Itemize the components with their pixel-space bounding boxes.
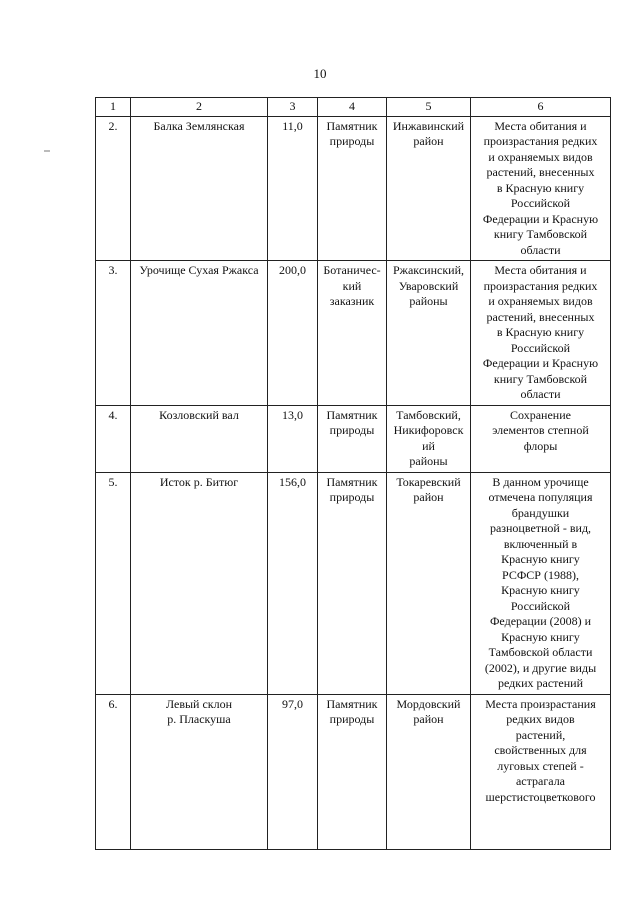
- column-header: 3: [268, 98, 318, 117]
- column-header: 5: [387, 98, 471, 117]
- column-header: 6: [471, 98, 611, 117]
- row-number: 4.: [96, 405, 131, 472]
- site-description: Места произрастания редких видов растений, свойственных для луговых степей - астрагала шерстистоцветкового: [471, 694, 611, 849]
- column-header: 4: [318, 98, 387, 117]
- site-area: 13,0: [268, 405, 318, 472]
- site-district: Тамбовский, Никифоровск ий районы: [387, 405, 471, 472]
- site-name: Балка Землянская: [131, 116, 268, 261]
- table-header-row: [96, 98, 611, 117]
- site-name: Урочище Сухая Ржакса: [131, 261, 268, 406]
- site-name: Левый склон р. Пласкуша: [131, 694, 268, 849]
- site-district: Ржаксинский, Уваровский районы: [387, 261, 471, 406]
- site-area: 156,0: [268, 472, 318, 694]
- site-category: Памятник природы: [318, 116, 387, 261]
- table-row: [96, 116, 611, 261]
- site-category: Памятник природы: [318, 405, 387, 472]
- table-row: [96, 261, 611, 406]
- site-area: 97,0: [268, 694, 318, 849]
- site-area: 11,0: [268, 116, 318, 261]
- site-name: Исток р. Битюг: [131, 472, 268, 694]
- column-header: 1: [96, 98, 131, 117]
- site-category: Памятник природы: [318, 694, 387, 849]
- site-description: В данном урочище отмечена популяция брандушки разноцветной - вид, включенный в Красную книгу РСФСР (1988), Красную книгу Российской Федерации (2008) и Красную книгу Тамбовской области (2002), и другие виды редких растений: [471, 472, 611, 694]
- site-category: Ботаничес- кий заказник: [318, 261, 387, 406]
- page-number: 10: [313, 66, 327, 81]
- site-category: Памятник природы: [318, 472, 387, 694]
- table-row: [96, 405, 611, 472]
- row-number: 5.: [96, 472, 131, 694]
- site-district: Мордовский район: [387, 694, 471, 849]
- row-number: 6.: [96, 694, 131, 849]
- site-area: 200,0: [268, 261, 318, 406]
- site-description: Сохранение элементов степной флоры: [471, 405, 611, 472]
- site-description: Места обитания и произрастания редких и охраняемых видов растений, внесенных в Красную книгу Российской Федерации и Красную книгу Тамбовской области: [471, 116, 611, 261]
- protected-areas-table: [95, 97, 611, 850]
- site-district: Токаревский район: [387, 472, 471, 694]
- site-district: Инжавинский район: [387, 116, 471, 261]
- row-number: 2.: [96, 116, 131, 261]
- margin-mark: [44, 150, 50, 152]
- table-row: [96, 694, 611, 849]
- table-row: [96, 472, 611, 694]
- site-name: Козловский вал: [131, 405, 268, 472]
- column-header: 2: [131, 98, 268, 117]
- site-description: Места обитания и произрастания редких и охраняемых видов растений, внесенных в Красную книгу Российской Федерации и Красную книгу Тамбовской области: [471, 261, 611, 406]
- row-number: 3.: [96, 261, 131, 406]
